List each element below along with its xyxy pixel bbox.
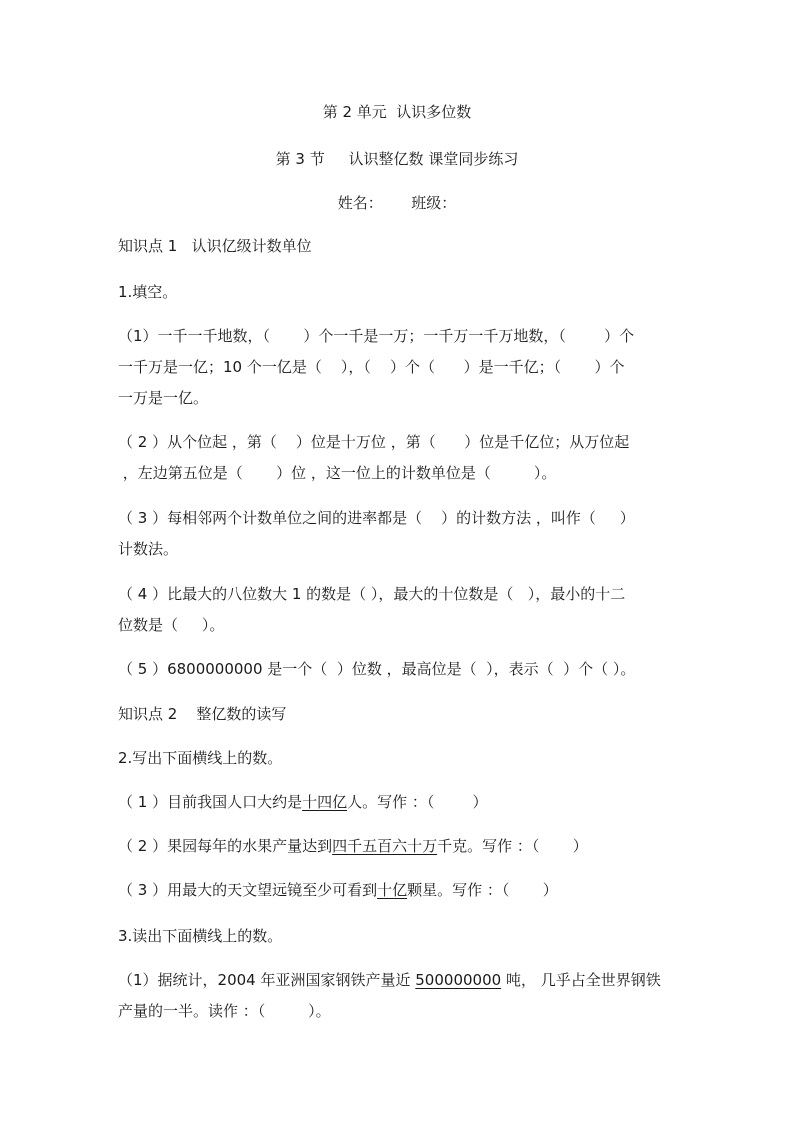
q2-item2: （ 2 ）果园每年的水果产量达到四千五百六十万千克。写作 ：（ ）	[118, 837, 588, 855]
knowledge-point-1-title: 知识点 1 认识亿级计数单位	[118, 237, 312, 255]
q1-part1-line3: 一万是一亿。	[118, 389, 209, 407]
q1-part3-line2: 计数法。	[118, 540, 179, 558]
q2-item1: （ 1 ）目前我国人口大约是十四亿人。写作 ：（ ）	[118, 793, 488, 811]
q1-part1-line1: （1）一千一千地数，（ ）个一千是一万；一千万一千万地数，（ ）个	[118, 327, 635, 345]
q1-part1-line2: 一千万是一亿；10 个一亿是（ ），（ ）个（ ）是一千亿；（ ）个	[118, 358, 625, 376]
q1-part2-line2: ，左边第五位是（ ）位 ，这一位上的计数单位是（ ）。	[118, 464, 557, 482]
q1-part4-line1: （ 4 ）比最大的八位数大 1 的数是（ ），最大的十位数是（ ），最小的十二	[118, 585, 626, 603]
question-3-title: 3.读出下面横线上的数。	[118, 927, 283, 945]
knowledge-point-2-title: 知识点 2 整亿数的读写	[118, 705, 287, 723]
q3-item1-line1: （1）据统计，2004 年亚洲国家钢铁产量近 500000000 吨， 几乎占全世界钢铁	[118, 971, 661, 989]
q1-part3-line1: （ 3 ）每相邻两个计数单位之间的进率都是（ ）的计数方法 ，叫作（ ）	[118, 509, 635, 527]
unit-title: 第 2 单元 认识多位数	[322, 103, 472, 121]
q1-part4-line2: 位数是（ ）。	[118, 616, 225, 634]
question-2-title: 2.写出下面横线上的数。	[118, 749, 283, 767]
q1-part5: （ 5 ）6800000000 是一个（ ）位数 ，最高位是（ ），表示（ ）个（ ）。	[118, 660, 636, 678]
q2-item3: （ 3 ）用最大的天文望远镜至少可看到十亿颗星。写作 ：（ ）	[118, 881, 558, 899]
name-class-line: 姓名： 班级：	[337, 194, 457, 212]
q3-item1-line2: 产量的一半。读作 ：（ ）。	[118, 1002, 331, 1020]
question-1-title: 1.填空。	[118, 283, 178, 301]
q1-part2-line1: （ 2 ）从个位起 ，第（ ）位是十万位 ，第（ ）位是千亿位；从万位起	[118, 433, 630, 451]
section-title: 第 3 节 认识整亿数 课堂同步练习	[275, 150, 519, 168]
